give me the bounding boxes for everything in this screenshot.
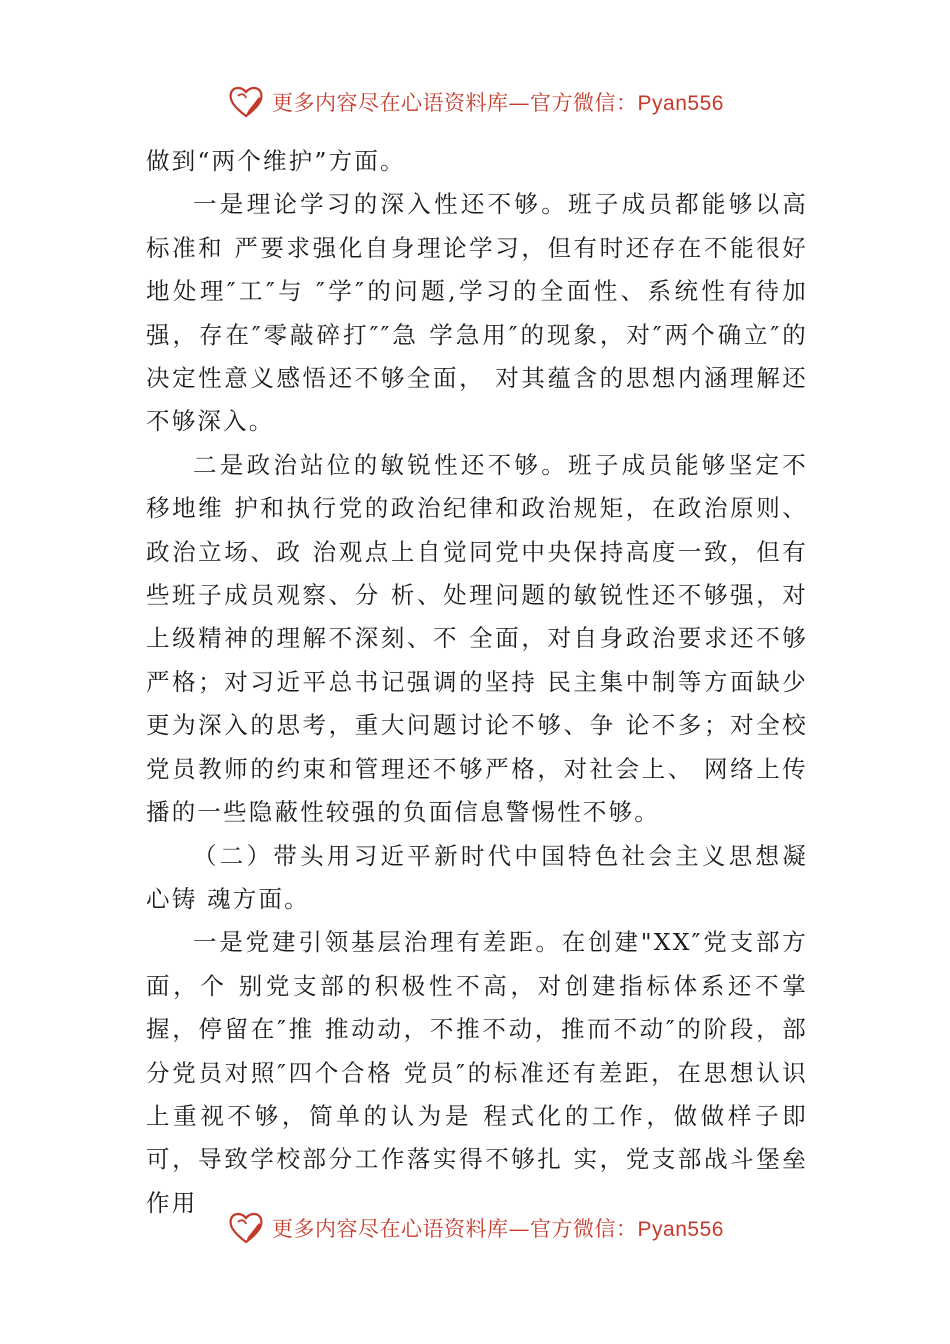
paragraph-theory-study: 一是理论学习的深入性还不够。班子成员都能够以高标准和 严要求强化自身理论学习，但有时还存在不能很好地处理″工″与 ″学″的问题,学习的全面性、系统性有待加强，存在″零敲碎打″″急 学急用″的现象，对″两个确立″的决定性意义感悟还不够全面， 对其蕴含的思想内涵理解还不够深入。: [146, 190, 808, 436]
watermark-text: 更多内容尽在心语资料库—官方微信：: [272, 1217, 638, 1241]
heart-pen-logo-icon: [226, 82, 266, 122]
paragraph-continuation: 做到“两个维护”方面。: [146, 147, 406, 175]
paragraph-party-building: 一是党建引领基层治理有差距。在创建"XX″党支部方面，个 别党支部的积极性不高，对创建指标体系还不掌握，停留在″推 推动动，不推不动，推而不动″的阶段，部分党员对照″四个合格 党员″的标准还有差距，在思想认识上重视不够，简单的认为是 程式化的工作，做做样子即可，导致学校部分工作落实得不够扎 实，党支部战斗堡垒作用: [146, 928, 808, 1217]
watermark-wechat-id: Pyan556: [637, 92, 724, 115]
footer-watermark: [0, 1208, 950, 1248]
watermark-text: 更多内容尽在心语资料库—官方微信：: [272, 91, 638, 115]
watermark-wechat-id: Pyan556: [637, 1218, 724, 1241]
header-watermark: [0, 82, 950, 122]
section-heading-2: （二）带头用习近平新时代中国特色社会主义思想凝心铸 魂方面。: [146, 841, 808, 913]
paragraph-political-stance: 二是政治站位的敏锐性还不够。班子成员能够坚定不移地维 护和执行党的政治纪律和政治规矩，在政治原则、政治立场、政 治观点上自觉同党中央保持高度一致，但有些班子成员观察、分 析、处理问题的敏锐性还不够强，对上级精神的理解不深刻、不 全面，对自身政治要求还不够严格；对习近平总书记强调的坚持 民主集中制等方面缺少更为深入的思考，重大问题讨论不够、争 论不多；对全校党员教师的约束和管理还不够严格，对社会上、 网络上传播的一些隐蔽性较强的负面信息警惕性不够。: [146, 450, 808, 827]
heart-pen-logo-icon: [226, 1208, 266, 1248]
document-body: [146, 140, 808, 1225]
